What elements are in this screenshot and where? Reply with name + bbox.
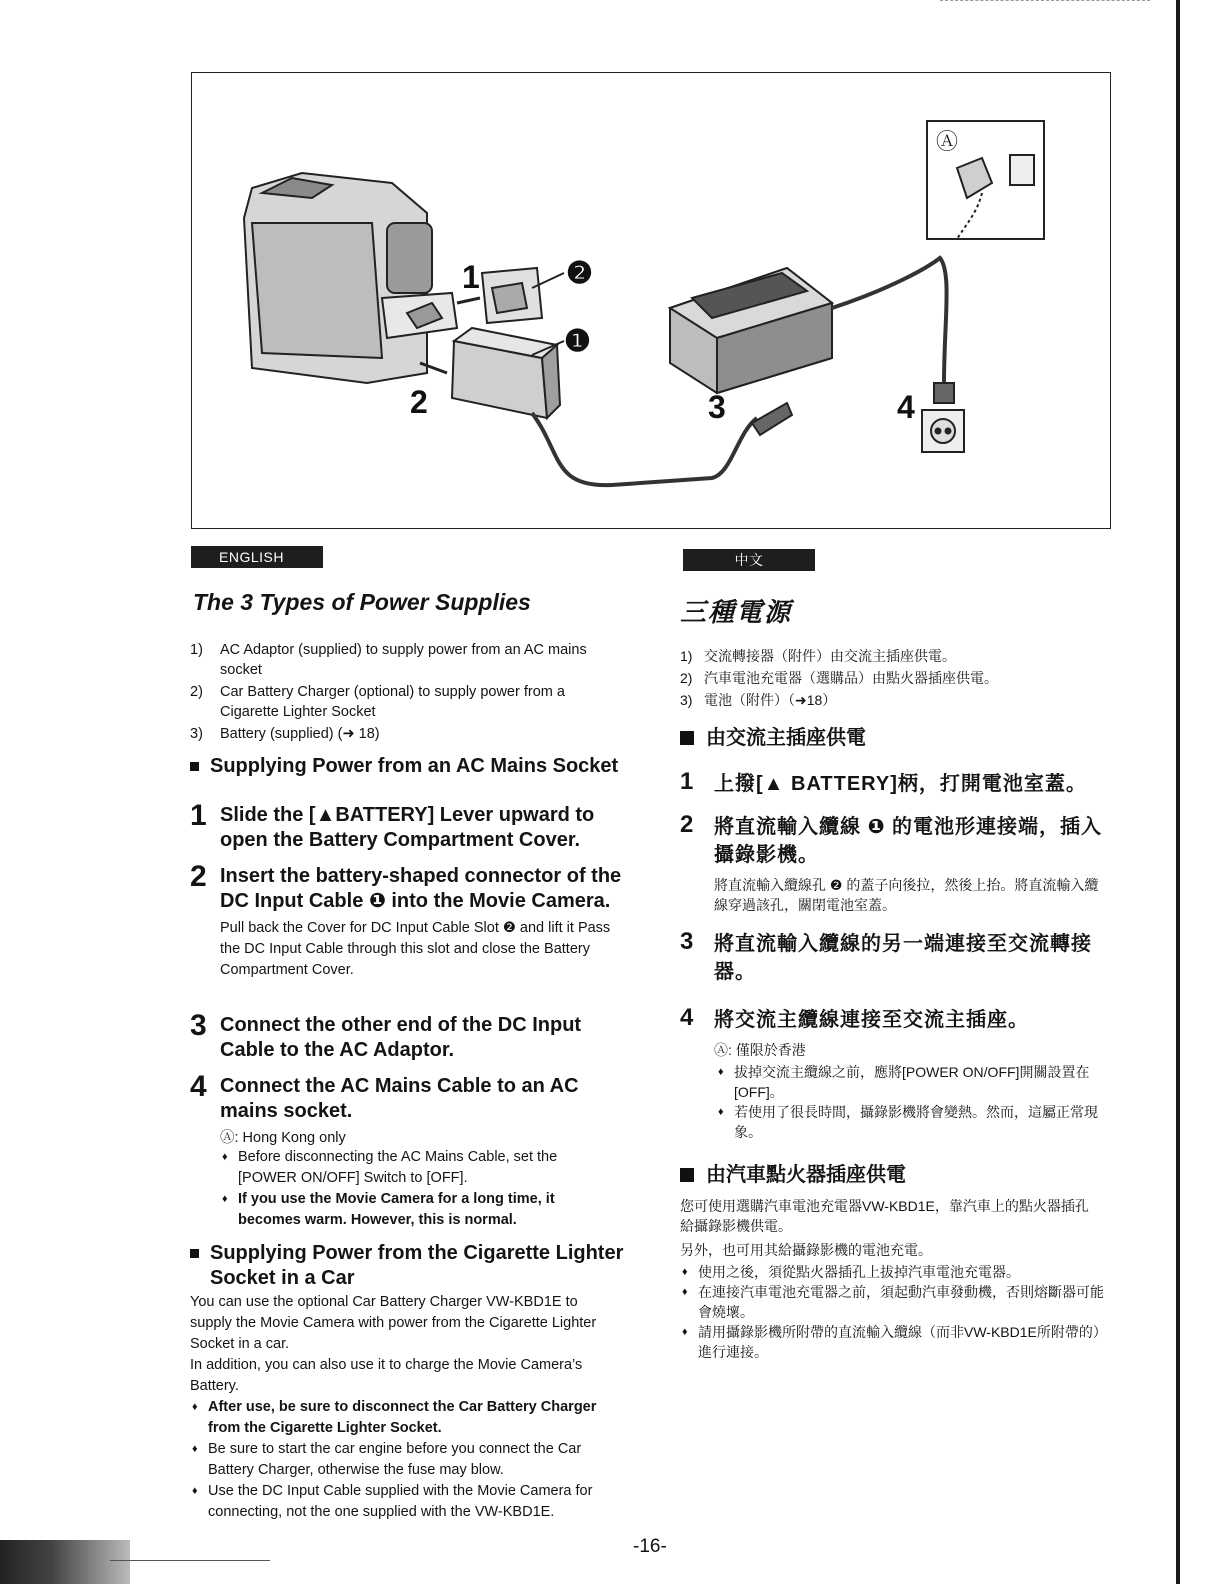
callout-3: 3: [708, 389, 726, 425]
step-detail: Pull back the Cover for DC Input Cable Slot ❷ and lift it Pass the DC Input Cable through this slot and close the Battery Compartment Cover.: [220, 920, 611, 978]
step-number: 3: [190, 1009, 207, 1042]
english-car-paragraph-1: You can use the optional Car Battery Charger VW-KBD1E to supply the Movie Camera with power from the Cigarette Lighter Socket in a car.: [190, 1294, 597, 1352]
callout-4: 4: [897, 389, 915, 425]
step-detail: 將直流輸入纜線孔 ❷ 的蓋子向後拉，然後上抬。將直流輸入纜線穿過該孔，關閉電池室蓋。: [714, 877, 1099, 913]
step-title: Connect the other end of the DC Input Cable to the AC Adaptor.: [220, 1014, 582, 1061]
marker-1: ❶: [564, 325, 591, 358]
english-language-tab: ENGLISH: [191, 546, 323, 568]
note-item: ♦ After use, be sure to disconnect the Car Battery Charger from the Cigarette Lighter Socket.: [190, 1397, 615, 1439]
list-text: 交流轉接器（附件）由交流主插座供電。: [704, 648, 956, 664]
step-title: 將直流輸入纜線的另一端連接至交流轉接器。: [714, 933, 1092, 983]
english-car-notes: [190, 1397, 615, 1523]
list-text: Car Battery Charger (optional) to supply power from a Cigarette Lighter Socket: [220, 684, 565, 720]
list-number: 3): [190, 726, 203, 742]
chinese-section-car-heading: [680, 1163, 1126, 1188]
square-bullet-icon: [190, 1249, 199, 1258]
label-a: Ⓐ: [936, 129, 959, 154]
step-detail: Ⓐ: Hong Kong only: [220, 1130, 346, 1146]
step-number: 2: [190, 860, 207, 893]
note-item: ♦ 若使用了很長時間，攝錄影機將會變熱。然而，這屬正常現象。: [716, 1102, 1108, 1142]
scan-artifact-line: [110, 1560, 270, 1561]
list-number: 3): [680, 692, 693, 708]
step-title: 上撥[▲ BATTERY]柄，打開電池室蓋。: [714, 773, 1087, 795]
section-heading-text: Supplying Power from an AC Mains Socket: [210, 755, 619, 777]
note-item: ♦ 拔掉交流主纜線之前，應將[POWER ON/OFF]開關設置在[OFF]。: [716, 1062, 1108, 1102]
section-heading-text: Supplying Power from the Cigarette Lighter Socket in a Car: [210, 1242, 624, 1289]
note-item: ♦ Before disconnecting the AC Mains Cable, set the [POWER ON/OFF] Switch to [OFF].: [220, 1147, 615, 1189]
list-text: Battery (supplied) (➜ 18): [220, 726, 380, 742]
step-number: 2: [680, 811, 694, 838]
note-item: ♦ 在連接汽車電池充電器之前，須起動汽車發動機，否則熔斷器可能會燒壞。: [680, 1282, 1108, 1322]
chinese-step-3: [680, 930, 1110, 986]
chinese-car-paragraph-2: 另外，也可用其給攝錄影機的電池充電。: [680, 1242, 932, 1258]
english-step-3: [190, 1009, 622, 1063]
list-item: [680, 668, 1110, 688]
chinese-step-4: [680, 1006, 1110, 1060]
english-step4-notes: [220, 1147, 615, 1231]
scan-artifact-corner: [0, 1540, 130, 1584]
step-title: 將交流主纜線連接至交流主插座。: [714, 1009, 1029, 1031]
note-item: ♦ If you use the Movie Camera for a long time, it becomes warm. However, this is normal.: [220, 1189, 615, 1231]
list-number: 2): [190, 684, 203, 700]
page-number: -16-: [633, 1536, 667, 1557]
note-item: ♦ Use the DC Input Cable supplied with the Movie Camera for connecting, not the one supplied with the VW-KBD1E.: [190, 1481, 615, 1523]
list-number: 1): [190, 642, 203, 658]
chinese-language-tab: 中文: [683, 549, 815, 571]
list-number: 1): [680, 648, 693, 664]
chinese-step-1: [680, 770, 1110, 798]
list-text: 電池（附件）（➜18）: [704, 692, 837, 708]
wall-socket-drawing: [922, 410, 964, 452]
english-section-ac-heading: [190, 754, 630, 779]
step-number: 1: [680, 768, 694, 795]
scan-artifact-top: [940, 0, 1150, 5]
note-item: ♦ 使用之後，須從點火器插孔上拔掉汽車電池充電器。: [680, 1262, 1108, 1282]
english-page-title: The 3 Types of Power Supplies: [193, 589, 531, 615]
step-title: Insert the battery-shaped connector of the DC Input Cable ❶ into the Movie Camera.: [220, 865, 622, 912]
mains-cable-drawing: [832, 258, 947, 383]
illustration-drawing: [192, 73, 1110, 528]
scan-edge: [1176, 0, 1180, 1584]
list-text: 汽車電池充電器（選購品）由點火器插座供電。: [704, 670, 998, 686]
note-item: ♦ Be sure to start the car engine before you connect the Car Battery Charger, otherwise the fuse may blow.: [190, 1439, 615, 1481]
ac-adaptor-drawing: [670, 268, 832, 393]
step-number: 3: [680, 928, 694, 955]
english-step-2: [190, 860, 622, 981]
step-title: 將直流輸入纜線 ❶ 的電池形連接端，插入攝錄影機。: [714, 816, 1103, 866]
square-bullet-icon: [680, 1168, 694, 1182]
step-detail: Ⓐ: 僅限於香港: [714, 1042, 806, 1058]
step-title: Connect the AC Mains Cable to an AC mains socket.: [220, 1075, 579, 1122]
chinese-car-notes: [680, 1262, 1108, 1362]
list-item: [190, 724, 615, 744]
list-number: 2): [680, 670, 693, 686]
list-text: AC Adaptor (supplied) to supply power from an AC mains socket: [220, 642, 587, 678]
english-step-4: [190, 1070, 622, 1149]
english-car-paragraph-2: In addition, you can also use it to charge the Movie Camera’s Battery.: [190, 1357, 583, 1394]
list-item: [190, 640, 615, 680]
section-heading-text: 由交流主插座供電: [706, 727, 866, 749]
list-item: [190, 682, 615, 722]
square-bullet-icon: [680, 731, 694, 745]
section-heading-text: 由汽車點火器插座供電: [706, 1164, 906, 1186]
battery-connector-drawing: [420, 328, 560, 418]
step-title: Slide the [▲BATTERY] Lever upward to open the Battery Compartment Cover.: [220, 804, 595, 851]
callout-2: 2: [410, 384, 428, 420]
step-number: 4: [190, 1070, 207, 1103]
step-number: 4: [680, 1004, 694, 1031]
chinese-step4-notes: [716, 1062, 1108, 1142]
english-section-car-heading: [190, 1241, 630, 1291]
square-bullet-icon: [190, 762, 199, 771]
list-item: [680, 646, 1110, 666]
english-step-1: [190, 799, 622, 853]
chinese-page-title: 三種電源: [680, 597, 793, 627]
english-supply-list: [190, 640, 615, 746]
chinese-supply-list: [680, 646, 1110, 712]
callout-1: 1: [462, 259, 480, 295]
movie-camera-drawing: [244, 173, 457, 383]
chinese-section-ac-heading: [680, 726, 1126, 751]
marker-2: ❷: [566, 257, 593, 290]
step-number: 1: [190, 799, 207, 832]
chinese-step-2: [680, 813, 1110, 915]
list-item: [680, 690, 1110, 710]
note-item: ♦ 請用攝錄影機所附帶的直流輸入纜線（而非VW-KBD1E所附帶的）進行連接。: [680, 1322, 1108, 1362]
chinese-car-paragraph-1: 您可使用選購汽車電池充電器VW-KBD1E，靠汽車上的點火器插孔給攝錄影機供電。: [680, 1198, 1089, 1234]
power-supply-illustration: [191, 72, 1111, 529]
